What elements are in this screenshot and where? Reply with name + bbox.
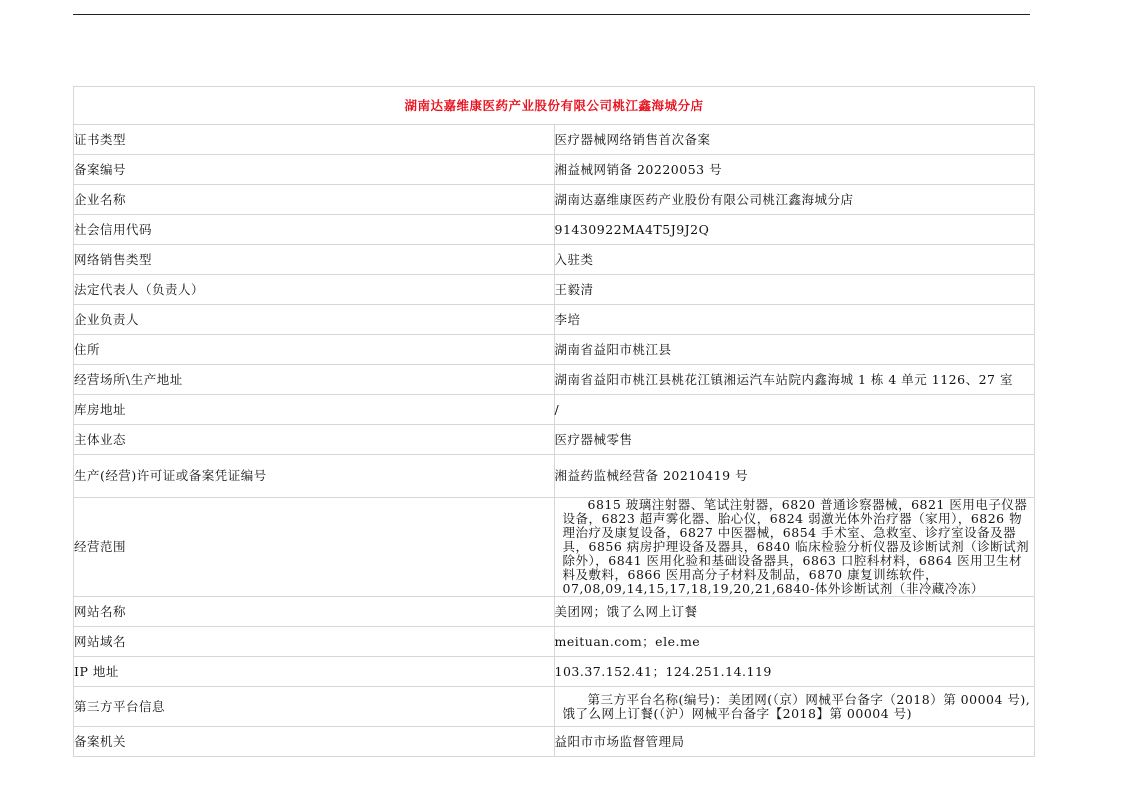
value-credit-code: 91430922MA4T5J9J2Q [554, 215, 1035, 245]
value-filing-number: 湘益械网销备 20220053 号 [554, 155, 1035, 185]
row-warehouse-address [74, 395, 1035, 425]
label-ip-address: IP 地址 [74, 657, 555, 687]
value-business-scope: 6815 玻璃注射器、笔试注射器，6820 普通诊察器械，6821 医用电子仪器设备，6823 超声雾化器、胎心仪，6824 弱激光体外治疗器（家用），6826 物理治疗及康复设备，6827 中医器械，6854 手术室、急救室、诊疗室设备及器具，6856 病房护理设备及器具，6840 临床检验分析仪器及诊断试剂（诊断试剂除外），6841 医用化验和基础设备器具，6863 口腔科材料，6864 医用卫生材料及敷料，6866 医用高分子材料及制品，6870 康复训练软件，07,08,09,14,15,17,18,19,20,21,6840-体外诊断试剂（非冷藏冷冻） [554, 498, 1035, 597]
top-rule [73, 14, 1030, 15]
label-third-party-platform: 第三方平台信息 [74, 687, 555, 727]
label-company-head: 企业负责人 [74, 305, 555, 335]
value-warehouse-address: / [554, 395, 1035, 425]
row-website-domain [74, 627, 1035, 657]
label-company-name: 企业名称 [74, 185, 555, 215]
label-filing-number: 备案编号 [74, 155, 555, 185]
value-license-number: 湘益药监械经营备 20210419 号 [554, 455, 1035, 498]
filing-record-table [73, 86, 1035, 757]
row-legal-representative [74, 275, 1035, 305]
row-business-address [74, 365, 1035, 395]
label-website-name: 网站名称 [74, 597, 555, 627]
label-business-address: 经营场所\生产地址 [74, 365, 555, 395]
value-business-address: 湖南省益阳市桃江县桃花江镇湘运汽车站院内鑫海城 1 栋 4 单元 1126、27 室 [554, 365, 1035, 395]
value-company-name: 湖南达嘉维康医药产业股份有限公司桃江鑫海城分店 [554, 185, 1035, 215]
row-certificate-type [74, 125, 1035, 155]
value-company-head: 李培 [554, 305, 1035, 335]
label-license-number: 生产(经营)许可证或备案凭证编号 [74, 455, 555, 498]
value-domicile: 湖南省益阳市桃江县 [554, 335, 1035, 365]
value-certificate-type: 医疗器械网络销售首次备案 [554, 125, 1035, 155]
label-sales-type: 网络销售类型 [74, 245, 555, 275]
row-filing-authority [74, 727, 1035, 757]
label-domicile: 住所 [74, 335, 555, 365]
row-ip-address [74, 657, 1035, 687]
label-legal-representative: 法定代表人（负责人） [74, 275, 555, 305]
row-third-party-platform [74, 687, 1035, 727]
row-website-name [74, 597, 1035, 627]
row-sales-type [74, 245, 1035, 275]
value-ip-address: 103.37.152.41；124.251.14.119 [554, 657, 1035, 687]
title-row [74, 87, 1035, 125]
label-warehouse-address: 库房地址 [74, 395, 555, 425]
value-website-name: 美团网；饿了么网上订餐 [554, 597, 1035, 627]
row-license-number [74, 455, 1035, 498]
row-company-head [74, 305, 1035, 335]
row-business-format [74, 425, 1035, 455]
value-website-domain: meituan.com；ele.me [554, 627, 1035, 657]
label-business-scope: 经营范围 [74, 498, 555, 597]
value-legal-representative: 王毅清 [554, 275, 1035, 305]
company-title: 湖南达嘉维康医药产业股份有限公司桃江鑫海城分店 [74, 87, 1035, 125]
row-filing-number [74, 155, 1035, 185]
label-filing-authority: 备案机关 [74, 727, 555, 757]
label-website-domain: 网站域名 [74, 627, 555, 657]
value-filing-authority: 益阳市市场监督管理局 [554, 727, 1035, 757]
value-business-format: 医疗器械零售 [554, 425, 1035, 455]
value-sales-type: 入驻类 [554, 245, 1035, 275]
value-third-party-platform: 第三方平台名称(编号)：美团网(（京）网械平台备字（2018）第 00004 号),饿了么网上订餐(（沪）网械平台备字【2018】第 00004 号) [554, 687, 1035, 727]
label-business-format: 主体业态 [74, 425, 555, 455]
row-company-name [74, 185, 1035, 215]
label-certificate-type: 证书类型 [74, 125, 555, 155]
label-credit-code: 社会信用代码 [74, 215, 555, 245]
row-domicile [74, 335, 1035, 365]
row-credit-code [74, 215, 1035, 245]
row-business-scope [74, 498, 1035, 597]
